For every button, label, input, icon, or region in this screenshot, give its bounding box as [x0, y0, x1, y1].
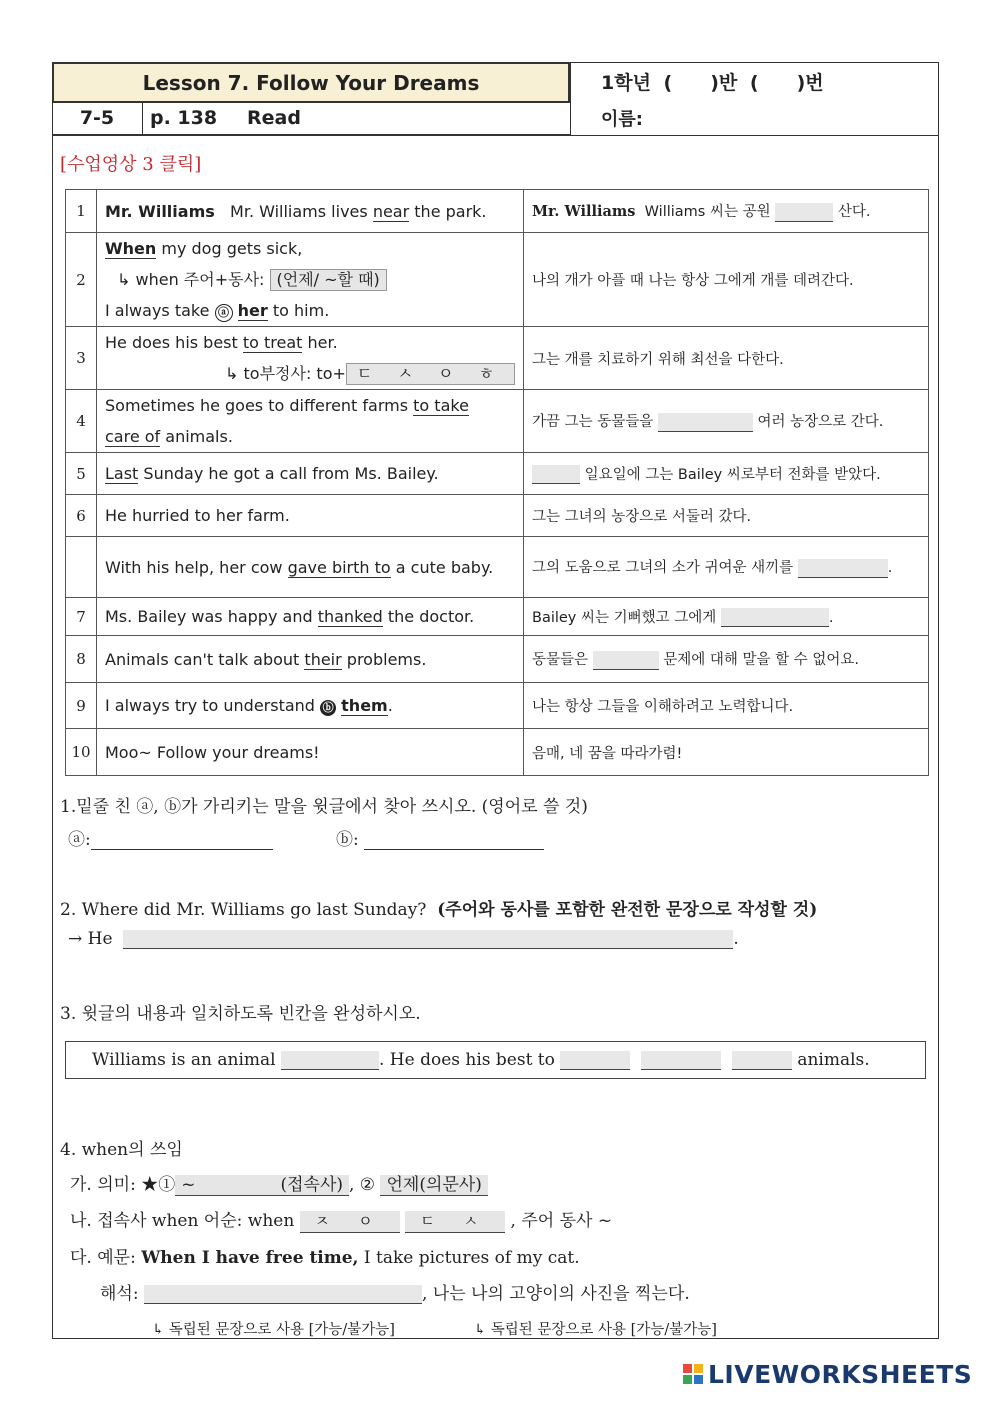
answer-2 — [68, 929, 739, 949]
korean-text: 그는 그녀의 농장으로 서둘러 갔다. — [524, 495, 929, 537]
text-part: my dog gets sick, — [156, 239, 303, 258]
korean-text: 그의 도움으로 그녀의 소가 귀여운 새끼를 . — [524, 537, 929, 598]
q3-blank[interactable] — [732, 1051, 792, 1070]
text-part: her. — [302, 333, 338, 352]
english-text — [97, 537, 524, 598]
row-number: 2 — [66, 233, 97, 327]
answer-b-label: ⓑ: — [336, 830, 359, 850]
question-4: 4. when의 쓰임 — [60, 1140, 183, 1160]
text-part: 여러 농장으로 간다. — [757, 414, 884, 431]
english-text: He hurried to her farm. — [97, 495, 524, 537]
english-text — [97, 636, 524, 683]
text-part: 그의 도움으로 그녀의 소가 귀여운 새끼를 — [532, 560, 794, 577]
text-part: animals. — [160, 427, 233, 446]
reading-table — [65, 189, 929, 776]
row-number — [66, 537, 97, 598]
q4-translation-blank[interactable] — [144, 1285, 422, 1304]
text-part: Sunday he got a call from Ms. Bailey. — [138, 464, 439, 483]
english-text — [97, 683, 524, 729]
underlined-word: her — [237, 301, 268, 320]
english-text — [97, 598, 524, 636]
text-part: Animals can't talk about — [105, 649, 305, 669]
text-part: Williams 씨는 공원 — [644, 204, 771, 221]
lesson-title: Lesson 7. Follow Your Dreams — [52, 62, 570, 103]
answer-a-line[interactable] — [91, 849, 273, 850]
speaker-name: Mr. Williams — [105, 201, 215, 221]
text-part: With his help, her cow — [105, 557, 288, 577]
text-part: Ms. Bailey was happy and — [105, 607, 318, 626]
header — [52, 62, 939, 135]
q4-example-bold: When I have free time, — [141, 1248, 359, 1268]
q4-na — [70, 1206, 612, 1233]
table-row — [66, 233, 929, 327]
answer-b — [336, 825, 544, 850]
text-part: to him. — [272, 301, 330, 320]
marker-b-icon: ⓑ — [320, 700, 336, 716]
row-number: 1 — [66, 190, 97, 233]
text-part: 동물들은 — [532, 652, 589, 669]
answer-blank[interactable] — [721, 608, 829, 627]
table-row — [66, 636, 929, 683]
text-part: I always try to understand — [105, 696, 315, 715]
row-number: 3 — [66, 327, 97, 390]
text-part: Sometimes he goes to different farms — [105, 396, 414, 415]
answer-blank[interactable] — [532, 465, 580, 484]
korean-text: 그는 개를 치료하기 위해 최선을 다한다. — [524, 327, 929, 390]
row-number: 5 — [66, 453, 97, 495]
q4-na-end: , 주어 동사 ~ — [510, 1211, 613, 1231]
text-part: Bailey 씨는 기뻐했고 그에게 — [532, 609, 717, 626]
page-number: p. 138 — [150, 107, 218, 129]
q4-ga-label: 가. 의미: ★① — [70, 1175, 176, 1195]
table-row — [66, 729, 929, 776]
text-part: I always take — [105, 301, 210, 320]
question-2-note: (주어와 동사를 포함한 완전한 문장으로 작성할 것) — [437, 900, 818, 920]
q4-meaning-box[interactable]: 언제(의문사) — [380, 1175, 487, 1196]
student-info — [570, 62, 939, 135]
q3-text: . He does his best to — [378, 1050, 555, 1070]
korean-text — [524, 453, 929, 495]
underlined-word: Last — [105, 464, 139, 483]
choice-box[interactable]: (언제/ ~할 때) — [270, 269, 387, 291]
text-part: a cute baby. — [390, 557, 494, 577]
q3-blank[interactable] — [560, 1051, 630, 1070]
q4-da-label: 다. 예문: — [70, 1248, 136, 1268]
marker-a-icon: ⓐ — [215, 304, 233, 322]
text-part: 일요일에 그는 Bailey 씨로부터 전화를 받았다. — [584, 466, 881, 483]
answer-blank[interactable] — [775, 203, 833, 222]
video-link[interactable]: [수업영상 3 클릭] — [60, 154, 202, 175]
question-2 — [60, 895, 817, 920]
english-text — [97, 390, 524, 453]
table-row — [66, 327, 929, 390]
underlined-word: to take — [413, 396, 469, 415]
row-number: 4 — [66, 390, 97, 453]
underlined-word: to treat — [242, 333, 303, 352]
table-row — [66, 495, 929, 537]
answer-blank[interactable] — [658, 413, 753, 432]
answer-blank[interactable] — [593, 651, 659, 670]
speaker-name: Mr. Williams — [532, 203, 636, 221]
q4-na-label: 나. 접속사 when 어순: when — [70, 1211, 295, 1231]
q4-ga — [70, 1170, 488, 1196]
class-info[interactable]: 1학년 ( )반 ( )번 — [601, 72, 824, 94]
text-part: the park. — [409, 201, 487, 221]
q4-haeseok-label: 해석: — [100, 1284, 139, 1304]
table-row — [66, 453, 929, 495]
logo-icon — [683, 1364, 705, 1386]
underlined-word: gave birth to — [287, 557, 391, 577]
text-part: . — [387, 696, 393, 715]
english-text — [97, 327, 524, 390]
answer-blank[interactable] — [798, 559, 888, 578]
table-row — [66, 537, 929, 598]
answer-2-prefix: → He — [68, 929, 113, 949]
grammar-note: ↳ to부정사: to+ — [225, 364, 346, 383]
korean-text: 나는 항상 그들을 이해하려고 노력합니다. — [524, 683, 929, 729]
q4-haeseok-end: , 나는 나의 고양이의 사진을 찍는다. — [421, 1284, 690, 1304]
q4-ga-mid: , ② — [349, 1175, 376, 1195]
name-label[interactable]: 이름: — [601, 109, 643, 130]
english-text: Moo~ Follow your dreams! — [97, 729, 524, 776]
question-2-text: 2. Where did Mr. Williams go last Sunday? — [60, 900, 427, 920]
underlined-word: their — [304, 649, 342, 669]
lesson-number: 7-5 — [52, 103, 143, 134]
question-1: 1.밑줄 친 ⓐ, ⓑ가 가리키는 말을 윗글에서 찾아 쓰시오. (영어로 쓸 것) — [60, 797, 588, 817]
english-text — [97, 190, 524, 233]
text-part: 가끔 그는 동물들을 — [532, 414, 654, 431]
answer-a — [68, 825, 273, 850]
korean-text — [524, 390, 929, 453]
text-part: 문제에 대해 말을 할 수 없어요. — [663, 652, 859, 669]
underlined-word: them — [341, 696, 388, 715]
text-part: He does his best — [105, 333, 243, 352]
table-row — [66, 390, 929, 453]
question-3-box — [65, 1041, 926, 1079]
q4-order-box[interactable]: ㅈ ㅇ — [300, 1211, 400, 1233]
korean-text — [524, 636, 929, 683]
answer-b-line[interactable] — [364, 849, 544, 850]
q3-text: animals. — [797, 1050, 870, 1070]
q3-blank[interactable] — [281, 1051, 379, 1070]
grammar-note: ↳ when 주어+동사: — [117, 270, 265, 289]
answer-2-end: . — [733, 929, 739, 949]
row-number: 9 — [66, 683, 97, 729]
row-number: 10 — [66, 729, 97, 776]
q4-meaning-box[interactable]: ~ (접속사) — [175, 1175, 349, 1196]
q4-order-box[interactable]: ㄷ ㅅ — [405, 1211, 505, 1233]
q4-example-rest: I take pictures of my cat. — [358, 1248, 580, 1268]
korean-text: 음매, 네 꿈을 따라가렴! — [524, 729, 929, 776]
q4-note-1[interactable]: ↳ 독립된 문장으로 사용 [가능/불가능] — [152, 1322, 395, 1338]
question-3: 3. 윗글의 내용과 일치하도록 빈칸을 완성하시오. — [60, 1004, 421, 1024]
korean-text: Bailey 씨는 기뻐했고 그에게 . — [524, 598, 929, 636]
answer-a-label: ⓐ: — [68, 830, 91, 850]
underlined-word: When — [105, 239, 157, 258]
korean-text: 나의 개가 아플 때 나는 항상 그에게 개를 데려간다. — [524, 233, 929, 327]
table-row — [66, 683, 929, 729]
underlined-word: care of — [105, 427, 161, 446]
english-text — [97, 233, 524, 327]
hint-box[interactable]: ㄷ ㅅ ㅇ ㅎ — [346, 363, 515, 385]
q4-da — [70, 1243, 580, 1268]
section-label: Read — [247, 107, 301, 129]
liveworksheets-logo — [683, 1360, 972, 1389]
q4-note-2[interactable]: ↳ 독립된 문장으로 사용 [가능/불가능] — [474, 1322, 717, 1338]
table-row — [66, 190, 929, 233]
header-divider — [52, 135, 939, 136]
text-part: the doctor. — [382, 607, 475, 626]
q3-blank[interactable] — [641, 1051, 721, 1070]
text-part: 산다. — [837, 204, 871, 221]
korean-text — [524, 190, 929, 233]
table-row — [66, 598, 929, 636]
underlined-word: near — [372, 201, 410, 221]
underlined-word: thanked — [317, 607, 383, 626]
row-number: 8 — [66, 636, 97, 683]
text-part: problems. — [341, 649, 427, 669]
lesson-subrow — [52, 103, 570, 135]
text-part: Mr. Williams lives — [230, 201, 373, 221]
q4-haeseok — [100, 1279, 690, 1304]
logo-text: LIVEWORKSHEETS — [708, 1360, 973, 1389]
row-number: 7 — [66, 598, 97, 636]
row-number: 6 — [66, 495, 97, 537]
english-text — [97, 453, 524, 495]
q3-text: Williams is an animal — [92, 1050, 276, 1070]
answer-2-line[interactable] — [123, 930, 733, 949]
